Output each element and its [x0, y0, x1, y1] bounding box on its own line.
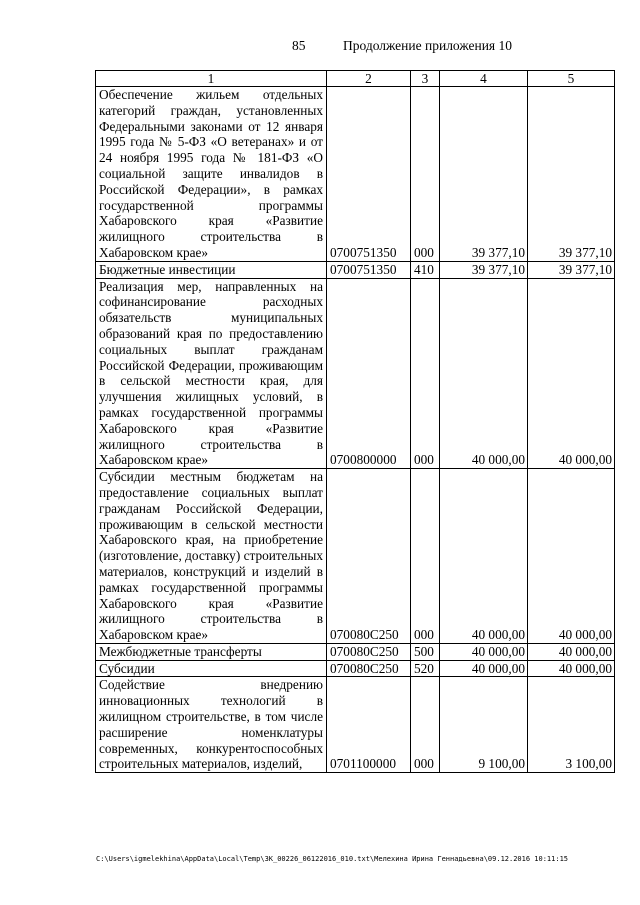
table-row	[96, 278, 615, 469]
column-header-3: 3	[411, 71, 440, 87]
row-target-code: 070080С250	[327, 469, 411, 644]
column-header-5: 5	[528, 71, 615, 87]
row-amount-year2: 40 000,00	[528, 278, 615, 469]
row-expense-type: 520	[411, 660, 440, 677]
row-expense-type: 000	[411, 469, 440, 644]
row-target-code: 0701100000	[327, 677, 411, 773]
row-expense-type: 000	[411, 278, 440, 469]
row-amount-year2: 40 000,00	[528, 660, 615, 677]
row-amount-year1: 40 000,00	[440, 278, 528, 469]
appendix-title: Продолжение приложения 10	[343, 38, 513, 53]
table-row	[96, 469, 615, 644]
row-target-code: 070080С250	[327, 643, 411, 660]
row-amount-year1: 39 377,10	[440, 87, 528, 262]
row-description: Обеспечение жильем отдельных категорий граждан, установленных Федеральными законами от 12 января 1995 года № 5-ФЗ «О ветеранах» и от 24 ноября 1995 года № 181-ФЗ «О социальной защите инвалидов в Российской Федерации», в рамках государственной программы Хабаровского края «Развитие жилищного строительства в Хабаровском крае»	[96, 87, 327, 262]
table-row	[96, 643, 615, 660]
row-target-code: 070080С250	[327, 660, 411, 677]
page-number: 85	[292, 38, 306, 53]
row-amount-year1: 40 000,00	[440, 660, 528, 677]
row-expense-type: 500	[411, 643, 440, 660]
row-target-code: 0700800000	[327, 278, 411, 469]
row-amount-year2: 39 377,10	[528, 87, 615, 262]
row-description: Межбюджетные трансферты	[96, 643, 327, 660]
column-header-1: 1	[96, 71, 327, 87]
row-description: Субсидии местным бюджетам на предоставление социальных выплат гражданам Российской Федерации, проживающим в сельской местности Хабаровского края, на приобретение (изготовление, доставку) строительных материалов, конструкций и изделий в рамках государственной программы Хабаровского края «Развитие жилищного строительства в Хабаровском крае»	[96, 469, 327, 644]
table-row	[96, 87, 615, 262]
row-amount-year1: 40 000,00	[440, 643, 528, 660]
table-row	[96, 660, 615, 677]
row-description: Реализация мер, направленных на софинансирование расходных обязательств муниципальных образований края по предоставлению социальных выплат гражданам Российской Федерации, проживающим в сельской местности края, для улучшения жилищных условий, в рамках государственной программы Хабаровского края «Развитие жилищного строительства в Хабаровском крае»	[96, 278, 327, 469]
row-description: Субсидии	[96, 660, 327, 677]
row-amount-year2: 39 377,10	[528, 261, 615, 278]
row-target-code: 0700751350	[327, 87, 411, 262]
row-target-code: 0700751350	[327, 261, 411, 278]
column-header-4: 4	[440, 71, 528, 87]
row-amount-year1: 9 100,00	[440, 677, 528, 773]
row-description: Бюджетные инвестиции	[96, 261, 327, 278]
column-header-2: 2	[327, 71, 411, 87]
column-number-row	[96, 71, 615, 87]
row-expense-type: 000	[411, 677, 440, 773]
row-amount-year1: 39 377,10	[440, 261, 528, 278]
table-row	[96, 261, 615, 278]
budget-table	[95, 70, 615, 773]
row-description: Содействие внедрению инновационных технологий в жилищном строительстве, в том числе расширение номенклатуры современных, конкурентоспособных строительных материалов, изделий,	[96, 677, 327, 773]
table-row	[96, 677, 615, 773]
row-expense-type: 410	[411, 261, 440, 278]
row-amount-year1: 40 000,00	[440, 469, 528, 644]
row-amount-year2: 40 000,00	[528, 469, 615, 644]
file-path-footer: C:\Users\igmelekhina\AppData\Local\Temp\ЗК_00226_06122016_010.txt\Мелехина Ирина Геннадьевна\09.12.2016 10:11:15	[96, 855, 569, 863]
row-amount-year2: 3 100,00	[528, 677, 615, 773]
row-expense-type: 000	[411, 87, 440, 262]
row-amount-year2: 40 000,00	[528, 643, 615, 660]
